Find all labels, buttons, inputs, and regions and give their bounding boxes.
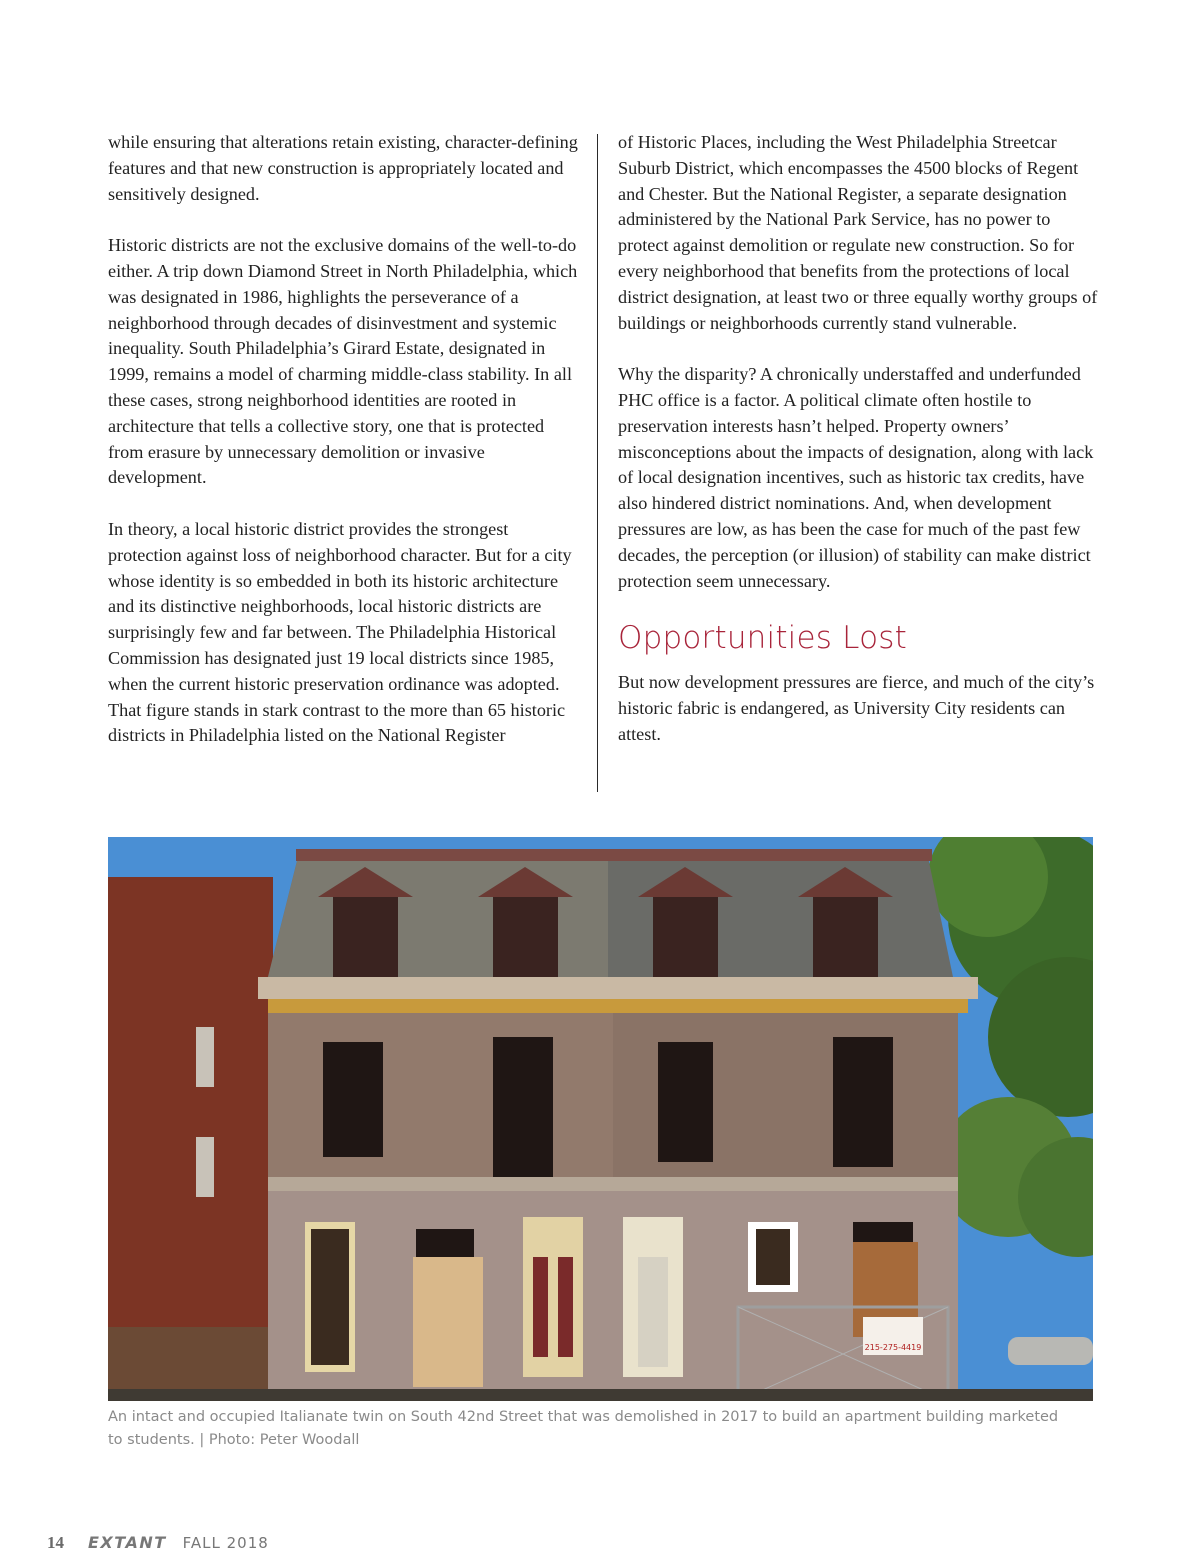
building-photo bbox=[108, 837, 1093, 1401]
right-paragraph-2: Why the disparity? A chronically understaffed and underfunded PHC office is a factor. A political climate often hostile to preservation interests hasn’t helped. Property owners’ misconceptions about the impacts of designation, along with lack of local designation incentives, such as historic tax credits, have also hindered district nominations. And, when development pressures are low, as has been the case for much of the past few decades, the perception (or illusion) of stability can make district protection seem unnecessary. bbox=[618, 364, 1094, 591]
building-illustration bbox=[108, 837, 1093, 1401]
magazine-name: EXTANT bbox=[88, 1533, 167, 1552]
right-paragraph-3: But now development pressures are fierce, and much of the city’s historic fabric is endangered, as University City residents can attest. bbox=[618, 672, 1095, 744]
page-footer bbox=[47, 1531, 269, 1555]
issue-label: FALL 2018 bbox=[182, 1534, 269, 1552]
left-paragraph-3: In theory, a local historic district provides the strongest protection against loss of neighborhood character. But for a city whose identity is so embedded in both its historic architecture and its distinctive neighborhoods, local historic districts are surprisingly few and far between. The Philadelphia Historical Commission has designated just 19 local districts since 1985, when the current historic preservation ordinance was adopted. That figure stands in stark contrast to the more than 65 historic districts in Philadelphia listed on the National Register bbox=[108, 518, 572, 746]
section-heading: Opportunities Lost bbox=[618, 620, 907, 657]
right-paragraph-1: of Historic Places, including the West Philadelphia Streetcar Suburb District, which encompasses the 4500 blocks of Regent and Chester. But the National Register, a separate designation administered by the National Park Service, has no power to protect against demolition or regulate new construction. So for every neighborhood that benefits from the protections of local district designation, at least two or three equally worthy groups of buildings or neighborhoods currently stand vulnerable. bbox=[618, 132, 1098, 333]
sign-phone-text: 215-275-4419 bbox=[864, 1343, 922, 1352]
right-text-column bbox=[618, 130, 1098, 748]
column-divider bbox=[597, 134, 598, 792]
photo-caption: An intact and occupied Italianate twin on South 42nd Street that was demolished in 2017 to build an apartment building marketed to students. | Photo: Peter Woodall bbox=[108, 1409, 1059, 1448]
left-paragraph-1: while ensuring that alterations retain existing, character-defining features and that new construction is appropriately located and sensitively designed. bbox=[108, 132, 578, 204]
left-text-column bbox=[108, 130, 578, 749]
left-paragraph-2: Historic districts are not the exclusive domains of the well-to-do either. A trip down Diamond Street in North Philadelphia, which was designated in 1986, highlights the perseverance of a neighborhood through decades of disinvestment and systemic inequality. South Philadelphia’s Girard Estate, designated in 1999, remains a model of charming middle-class stability. In all these cases, strong neighborhood identities are rooted in architecture that tells a collective story, one that is protected from erasure by unnecessary demolition or invasive development. bbox=[108, 235, 578, 488]
page-number: 14 bbox=[47, 1533, 64, 1552]
